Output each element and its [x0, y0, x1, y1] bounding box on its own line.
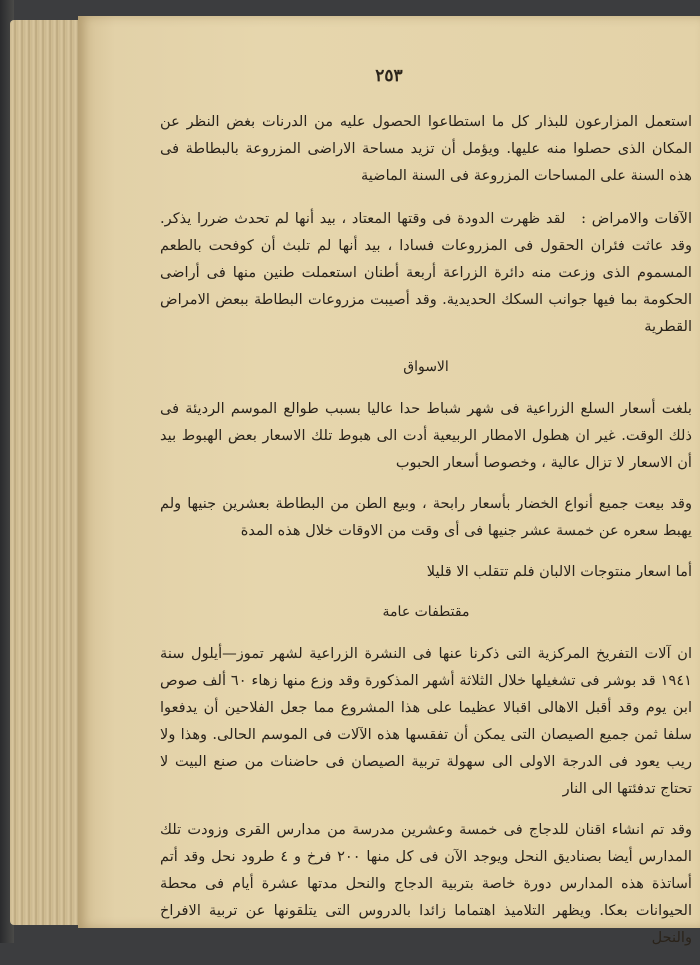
section-heading-markets: الاسواق — [403, 359, 449, 375]
paragraph-prices: بلغت أسعار السلع الزراعية فى شهر شباط حدا عاليا بسبب طوالع الموسم الرديئة فى ذلك الوقت. غير ان هطول الامطار الربيعية أدت الى هبوط تلك الاسعار بعض الهبوط بيد أن الاسعار لا تزال عالية ، وخصوصا أسعار الحبوب — [160, 400, 692, 471]
paragraph-poultry-schools: وقد تم انشاء اقنان للدجاج فى خمسة وعشرين مدرسة من مدارس القرى وزودت تلك المدارس أيضا بصناديق النحل ويوجد الآن فى كل منها ٢٠٠ فرخ و ٤ طرود نحل وقد أتم أساتذة هذه المدارس دورة خاصة بتربية الدجاج والنحل مدتها عشرة أيام فى محطة الحيوانات بعكا. ويظهر التلاميذ اهتماما زائدا بالدروس التى يتلقونها عن تربية الافراخ والنحل — [160, 821, 692, 946]
page-number: ٢٥٣ — [375, 66, 403, 86]
book-page — [78, 16, 700, 946]
paragraph-incubators: ان آلات التفريخ المركزية التى ذكرنا عنها فى النشرة الزراعية لشهر تموز—أيلول سنة ١٩٤١ قد بوشر فى تشغيلها خلال الثلاثة أشهر المذكورة وقد وزع منها زهاء ٦٠ ألف صوص ابن يوم وقد أقبل الاهالى اقبالا عظيما على هذا المشروع مما جعل الفلاحين أن يدفعوا سلفا ثمن جميع الصيصان التى يمكن أن تفقسها هذه الآلات فى الموسم الحالى. وهذا ولا ريب يعود فى الدرجة الاولى الى سهولة تربية الصيصان فى حاضنات من صنع البيت لا تحتاج تدفئتها الى النار — [160, 645, 692, 797]
paragraph-pests — [160, 205, 692, 340]
section-label-pests: الآفات والامراض : — [581, 210, 692, 227]
paragraph-pests-text: لقد ظهرت الدودة فى وقتها المعتاد ، بيد أنها لم تحدث ضررا يذكر. وقد عاثت فئران الحقول فى المزروعات فسادا ، بيد أنها لم تلبث أن كوفحت بالطعم المسموم الذى وزعت منه دائرة الزراعة أربعة أطنان استعملت طنين منها فى أراضى الحكومة بما فيها جوانب السكك الحديدية. وقد أصيبت مزروعات البطاطة ببعض الامراض القطرية — [160, 210, 692, 335]
paragraph-dairy: أما اسعار منتوجات الالبان فلم تتقلب الا قليلا — [426, 563, 692, 580]
paragraph-seed-potatoes: استعمل المزارعون للبذار كل ما استطاعوا الحصول عليه من الدرنات بغض النظر عن المكان الذى حصلوا منه عليها. ويؤمل أن تزيد مساحة الاراضى المزروعة بالبطاطة فى هذه السنة على المساحات المزروعة فى السنة الماضية — [160, 113, 692, 184]
page-body — [160, 108, 692, 965]
section-heading-general: مقتطفات عامة — [382, 604, 470, 620]
paragraph-vegetables: وقد بيعت جميع أنواع الخضار بأسعار رابحة ، وبيع الطن من البطاطة بعشرين جنيها ولم يهبط سعره عن خمسة عشر جنيها فى أى وقت من الاوقات خلال هذه المدة — [160, 495, 692, 539]
